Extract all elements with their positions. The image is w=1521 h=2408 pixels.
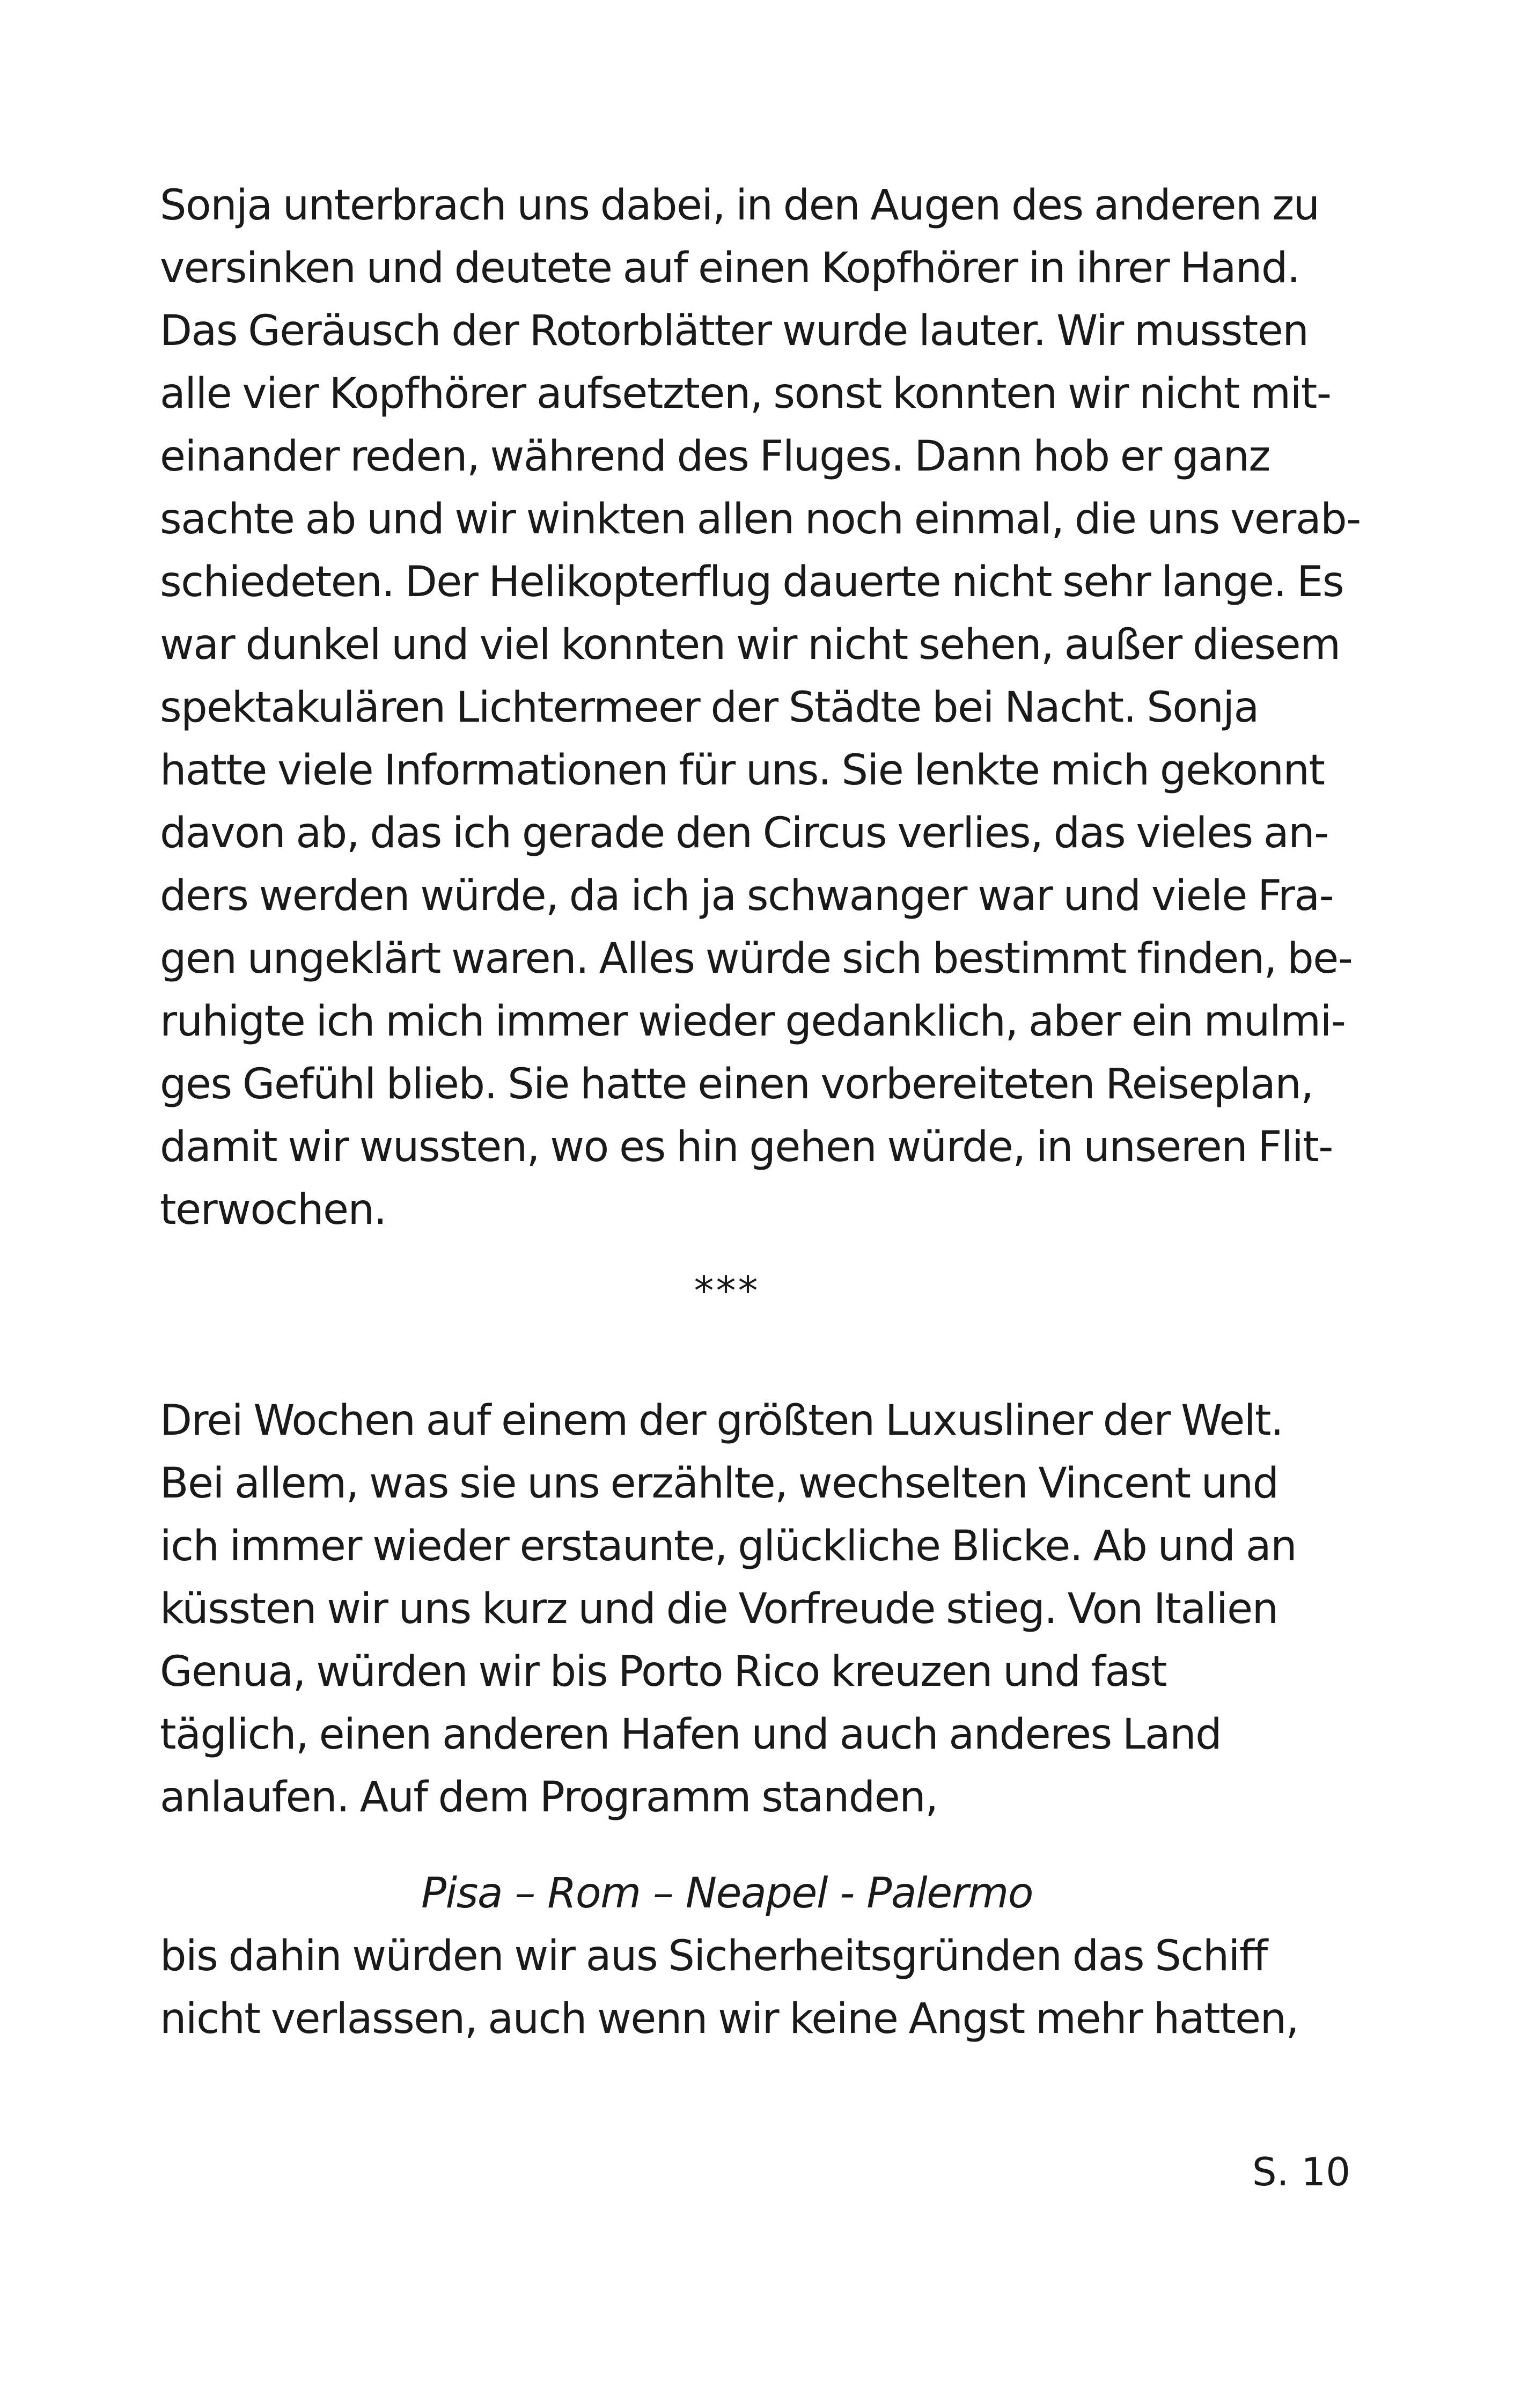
paragraph-safety	[160, 1925, 1415, 2051]
text-line: ders werden würde, da ich ja schwanger war und viele Fra-	[160, 872, 1334, 920]
text-line: damit wir wussten, wo es hin gehen würde, in unseren Flit-	[160, 1123, 1333, 1171]
text-line: Genua, würden wir bis Porto Rico kreuzen und fast	[160, 1648, 1166, 1696]
text-line: ich immer wieder erstaunte, glückliche Blicke. Ab und an	[160, 1522, 1297, 1570]
text-line: Drei Wochen auf einem der größten Luxusliner der Welt.	[160, 1397, 1283, 1445]
paragraph-cruise-plan	[160, 1390, 1415, 1829]
text-line: hatte viele Informationen für uns. Sie lenkte mich gekonnt	[160, 746, 1325, 795]
text-line: davon ab, das ich gerade den Circus verlies, das vieles an-	[160, 809, 1328, 857]
route-itinerary: Pisa – Rom – Neapel - Palermo	[421, 1869, 1033, 1918]
text-line: spektakulären Lichtermeer der Städte bei Nacht. Sonja	[160, 684, 1259, 732]
text-line: ges Gefühl blieb. Sie hatte einen vorbereiteten Reiseplan,	[160, 1060, 1313, 1108]
section-separator: ***	[694, 1268, 760, 1314]
text-line: bis dahin würden wir aus Sicherheitsgründen das Schiff	[160, 1932, 1267, 1980]
text-line: Bei allem, was sie uns erzählte, wechselten Vincent und	[160, 1459, 1278, 1508]
paragraph-helicopter-flight	[160, 174, 1415, 1242]
text-line: anlaufen. Auf dem Programm standen,	[160, 1773, 938, 1822]
text-line: war dunkel und viel konnten wir nicht sehen, außer diesem	[160, 621, 1340, 669]
page-number: S. 10	[1252, 2149, 1350, 2194]
text-line: ruhigte ich mich immer wieder gedanklich, aber ein mulmi-	[160, 997, 1346, 1046]
text-line: Das Geräusch der Rotorblätter wurde lauter. Wir mussten	[160, 307, 1309, 355]
text-line: terwochen.	[160, 1186, 386, 1234]
text-line: Sonja unterbrach uns dabei, in den Augen des anderen zu	[160, 181, 1319, 230]
text-line: sachte ab und wir winkten allen noch einmal, die uns verab-	[160, 495, 1361, 544]
text-line: täglich, einen anderen Hafen und auch anderes Land	[160, 1710, 1222, 1759]
text-line: versinken und deutete auf einen Kopfhörer in ihrer Hand.	[160, 244, 1300, 292]
text-line: einander reden, während des Fluges. Dann hob er ganz	[160, 432, 1270, 481]
text-line: gen ungeklärt waren. Alles würde sich bestimmt finden, be-	[160, 935, 1353, 983]
text-line: alle vier Kopfhörer aufsetzten, sonst konnten wir nicht mit-	[160, 370, 1331, 418]
text-line: schiedeten. Der Helikopterflug dauerte nicht sehr lange. Es	[160, 558, 1344, 606]
text-line: nicht verlassen, auch wenn wir keine Angst mehr hatten,	[160, 1995, 1298, 2043]
text-line: küssten wir uns kurz und die Vorfreude stieg. Von Italien	[160, 1585, 1278, 1633]
